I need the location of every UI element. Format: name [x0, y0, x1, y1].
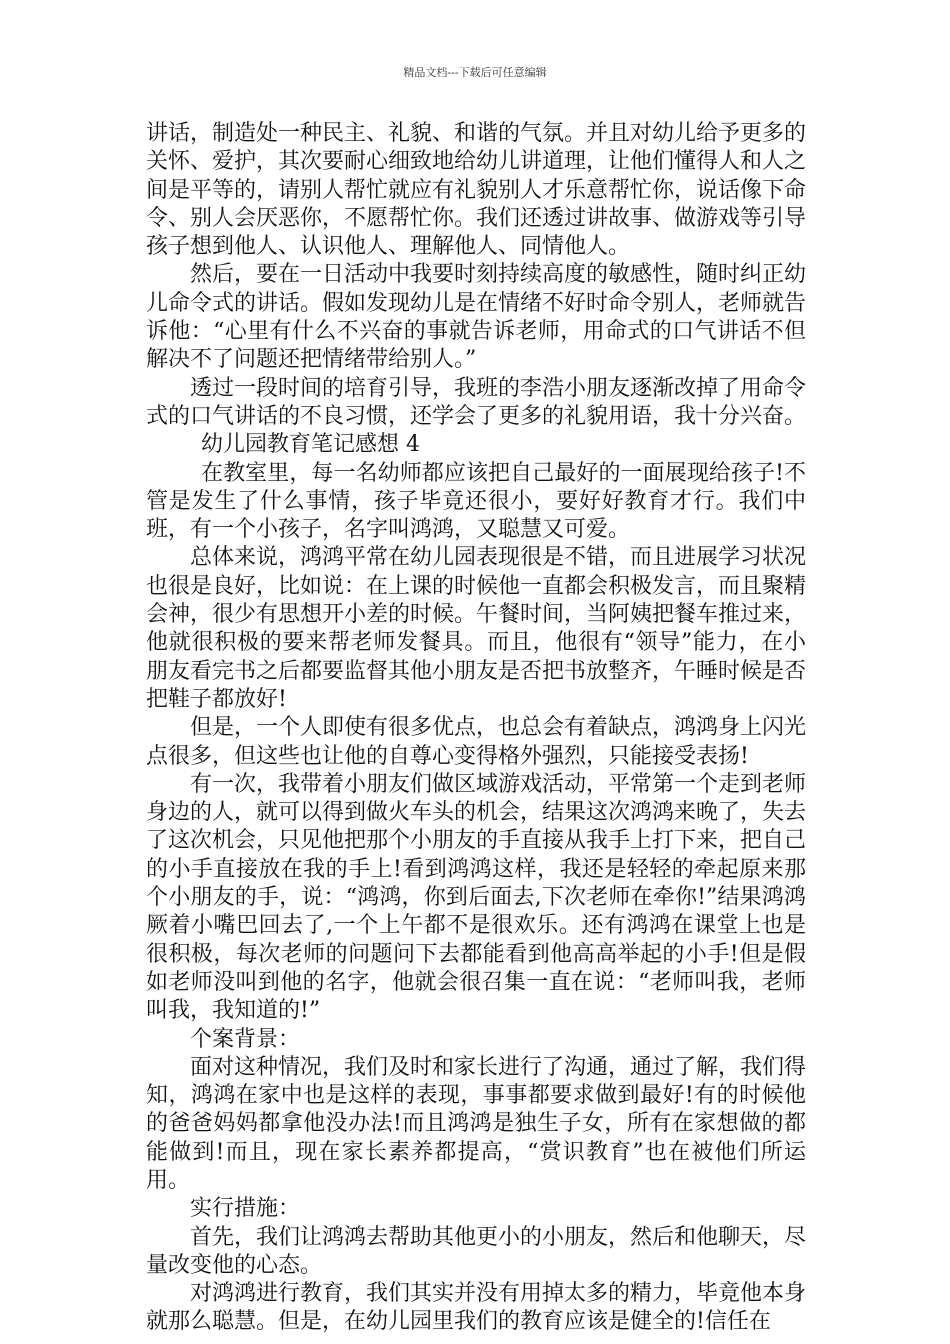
section-label: 个案背景： — [190, 1026, 301, 1052]
paragraph: 然后，要在一日活动中我要时刻持续高度的敏感性，随时纠正幼儿命令式的讲话。假如发现幼儿是在情绪不好时命令别人，老师就告诉他：“心里有什么不兴奋的事就告诉老师，用命式的口气讲话不但解决不了问题还把情绪带给别人。” — [146, 262, 807, 373]
paragraph: 总体来说，鸿鸿平常在幼儿园表现很是不错，而且进展学习状况也很是良好，比如说：在上课的时候他一直都会积极发言，而且聚精会神，很少有思想开小差的时候。午餐时间，当阿姨把餐车推过来，他就很积极的要来帮老师发餐具。而且，他很有“领导”能力，在小朋友看完书之后都要监督其他小朋友是否把书放整齐，午睡时候是否把鞋子都放好! — [146, 545, 807, 712]
paragraph: 对鸿鸿进行教育，我们其实并没有用掉太多的精力，毕竟他本身就那么聪慧。但是，在幼儿园里我们的教育应该是健全的!信任在 — [146, 1281, 807, 1335]
paragraph: 透过一段时间的培育引导，我班的李浩小朋友逐渐改掉了用命令式的口气讲话的不良习惯，还学会了更多的礼貌用语，我十分兴奋。 — [146, 375, 807, 429]
paragraph: 有一次，我带着小朋友们做区域游戏活动，平常第一个走到老师身边的人，就可以得到做火车头的机会，结果这次鸿鸿来晚了，失去了这次机会，只见他把那个小朋友的手直接从我手上打下来，把自己的小手直接放在我的手上!看到鸿鸿这样，我还是轻轻的牵起原来那个小朋友的手，说：“鸿鸿，你到后面去,下次老师在牵你!”结果鸿鸿厥着小嘴巴回去了,一个上午都不是很欢乐。还有鸿鸿在课堂上也是很积极，每次老师的问题问下去都能看到他高高举起的小手!但是假如老师没叫到他的名字，他就会很召集一直在说：“老师叫我，老师叫我，我知道的!” — [146, 771, 807, 1024]
paragraph: 在教室里，每一名幼师都应该把自己最好的一面展现给孩子!不管是发生了什么事情，孩子毕竟还很小，要好好教育才行。我们中班，有一个小孩子，名字叫鸿鸿，又聪慧又可爱。 — [146, 460, 806, 543]
paragraph: 面对这种情况，我们及时和家长进行了沟通，通过了解，我们得知，鸿鸿在家中也是这样的表现，事事都要求做到最好!有的时候他的爸爸妈妈都拿他没办法!而且鸿鸿是独生子女，所有在家想做的都能做到!而且，现在家长素养都提高，“赏识教育”也在被他们所运用。 — [146, 1054, 807, 1193]
document-body — [146, 120, 806, 1337]
section-title: 幼儿园教育笔记感想 4 — [201, 432, 420, 458]
section-label: 实行措施： — [190, 1196, 301, 1222]
paragraph: 但是，一个人即使有很多优点，也总会有着缺点，鸿鸿身上闪光点很多，但这些也让他的自尊心变得格外强烈，只能接受表扬! — [146, 715, 807, 769]
paragraph-continued: 讲话，制造处一种民主、礼貌、和谐的气氛。并且对幼儿给予更多的关怀、爱护，其次要耐心细致地给幼儿讲道理，让他们懂得人和人之间是平等的，请别人帮忙就应有礼貌别人才乐意帮忙你，说话像下命令、别人会厌恶你，不愿帮忙你。我们还透过讲故事、做游戏等引导孩子想到他人、认识他人、理解他人、同情他人。 — [146, 121, 807, 260]
paragraph: 首先，我们让鸿鸿去帮助其他更小的小朋友，然后和他聊天，尽量改变他的心态。 — [146, 1224, 807, 1278]
page-header: 精品文档---下载后可任意编辑 — [403, 66, 547, 79]
